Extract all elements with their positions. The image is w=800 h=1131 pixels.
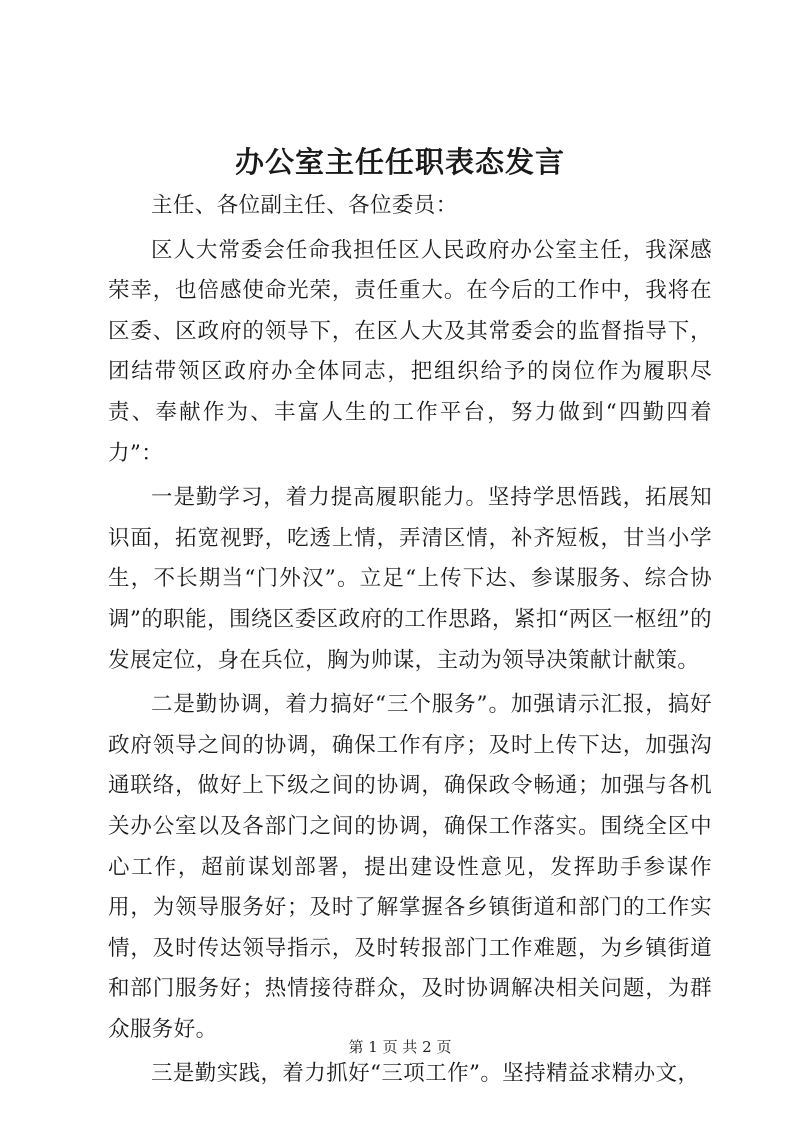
- document-body: [108, 186, 712, 1095]
- study-paragraph: 一是勤学习，着力提高履职能力。坚持学思悟践，拓展知识面，拓宽视野，吃透上情，弄清区情，补齐短板，甘当小学生，不长期当“门外汉”。立足“上传下达、参谋服务、综合协调”的职能，围绕区委区政府的工作思路，紧扣“两区一枢纽”的发展定位，身在兵位，胸为帅谋，主动为领导决策献计献策。: [108, 485, 712, 673]
- intro-paragraph: 区人大常委会任命我担任区人民政府办公室主任，我深感荣幸，也倍感使命光荣，责任重大。在今后的工作中，我将在区委、区政府的领导下，在区人大及其常委会的监督指导下，团结带领区政府办全体同志，把组织给予的岗位作为履职尽责、奉献作为、丰富人生的工作平台，努力做到“四勤四着力”：: [108, 237, 712, 466]
- salutation-paragraph: 主任、各位副主任、各位委员：: [151, 193, 458, 218]
- coordinate-paragraph: 二是勤协调，着力搞好“三个服务”。加强请示汇报，搞好政府领导之间的协调，确保工作有序；及时上传下达，加强沟通联络，做好上下级之间的协调，确保政令畅通；加强与各机关办公室以及各部门之间的协调，确保工作落实。围绕全区中心工作，超前谋划部署，提出建设性意见，发挥助手参谋作用，为领导服务好；及时了解掌握各乡镇街道和部门的工作实情，及时传达领导指示，及时转报部门工作难题，为乡镇街道和部门服务好；热情接待群众，及时协调解决相关问题，为群众服务好。: [108, 692, 712, 1042]
- practice-paragraph: 三是勤实践，着力抓好“三项工作”。坚持精益求精办文，: [151, 1061, 700, 1087]
- page-number-footer: 第 1 页 共 2 页: [348, 1038, 452, 1056]
- document-title: 办公室主任任职表态发言: [234, 145, 565, 179]
